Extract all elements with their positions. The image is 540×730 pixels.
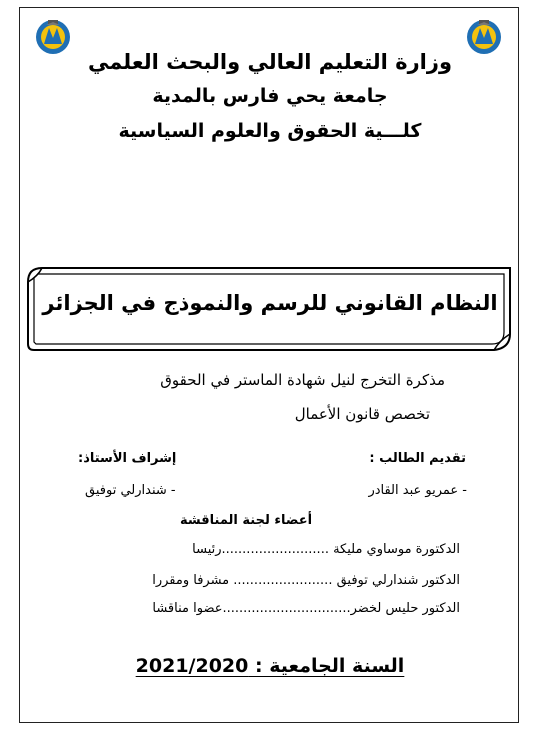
faculty-name: كلـــية الحقوق والعلوم السياسية	[118, 120, 422, 142]
jury-member: الدكتور شندارلي توفيق ........................ مشرفا ومقررا	[152, 573, 460, 588]
jury-member: الدكتور حليس لخضر...............................عضوا مناقشا	[152, 601, 460, 616]
student-label: تقديم الطالب :	[369, 451, 466, 466]
memo-specialty: تخصص قانون الأعمال	[294, 405, 430, 423]
academic-year: السنة الجامعية : 2021/2020	[135, 655, 405, 677]
supervisor-label: إشراف الأستاذ:	[78, 451, 177, 466]
academic-year-block	[0, 655, 540, 677]
memo-degree: مذكرة التخرج لنيل شهادة الماستر في الحقوق	[160, 371, 445, 389]
student-name: - عمريو عبد القادر	[368, 483, 467, 498]
university-name: جامعة يحي فارس بالمدية	[152, 85, 388, 107]
ministry-name: وزارة التعليم العالي والبحث العلمي	[87, 50, 453, 74]
jury-member: الدكتورة موساوي مليكة ..........................رئيسا	[192, 542, 460, 557]
supervisor-name: - شندارلي توفيق	[85, 483, 176, 498]
jury-title: أعضاء لجنة المناقشة	[180, 513, 313, 528]
thesis-title: النظام القانوني للرسم والنموذج في الجزائر	[42, 291, 498, 315]
